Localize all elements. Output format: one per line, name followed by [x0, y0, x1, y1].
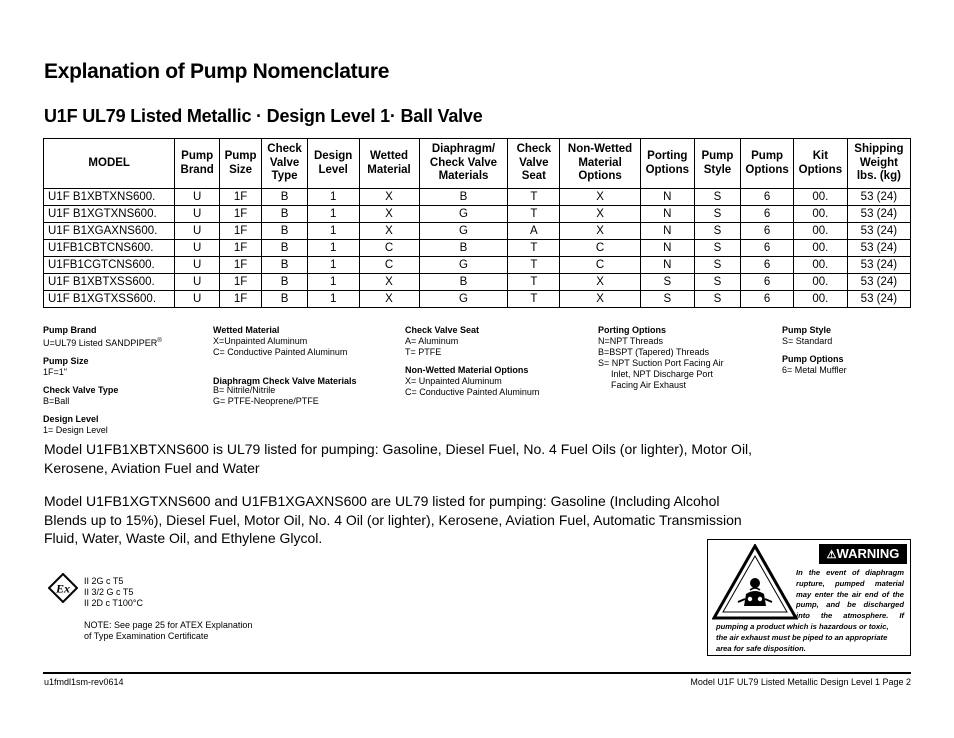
table-cell: 6	[741, 291, 794, 308]
legend-item: 6= Metal Muffler	[782, 365, 847, 375]
table-cell: S	[694, 240, 741, 257]
legend-item: T= PTFE	[405, 347, 442, 357]
footer-divider	[43, 672, 911, 674]
column-header-line: Size	[229, 163, 253, 176]
table-cell: T	[508, 274, 560, 291]
table-cell: 6	[741, 206, 794, 223]
legend-col-4	[598, 325, 724, 391]
model-cell: U1FB1CBTCNS600.	[44, 240, 175, 257]
legend-item: X= Unpainted Aluminum	[405, 376, 502, 386]
column-header-line: Check	[267, 143, 302, 156]
table-cell: B	[262, 189, 308, 206]
table-cell: U	[175, 240, 219, 257]
column-header	[175, 139, 219, 189]
footer-doc-id: u1fmdl1sm-rev0614	[44, 677, 124, 687]
column-header	[419, 139, 508, 189]
hazard-person-icon	[712, 544, 798, 620]
warning-line: pump, and be discharged	[796, 600, 904, 610]
table-cell: B	[262, 223, 308, 240]
column-header-line: Options	[745, 163, 789, 176]
legend-item: C= Conductive Painted Aluminum	[405, 387, 540, 397]
table-cell: S	[640, 274, 694, 291]
table-cell: 1	[307, 189, 359, 206]
column-header-line: Design	[313, 150, 353, 162]
table-cell: 1F	[219, 257, 261, 274]
table-cell: X	[359, 189, 419, 206]
table-cell: 1F	[219, 240, 261, 257]
table-cell: 1	[307, 257, 359, 274]
page-title: Explanation of Pump Nomenclature	[44, 60, 390, 83]
column-header-line: Style	[703, 163, 732, 176]
paragraph-model-2: Model U1FB1XGTXNS600 and U1FB1XGAXNS600 are UL79 listed for pumping: Gasoline (Including Alcohol Blends up to 15%), Diesel Fuel, Motor Oil, No. 4 Oil (or lighter), Kerosene, Aviation Fuel, Automatic Transmission Fluid, Water, Waste Oil, and Ethylene Glycol.	[44, 493, 742, 546]
column-header-line: Porting	[647, 150, 688, 162]
warning-line: pumping a product which is hazardous or toxic,	[716, 622, 889, 631]
atex-line: II 3/2 G c T5	[84, 587, 134, 597]
warning-line: rupture, pumped material	[796, 578, 904, 588]
legend-title: Check Valve Seat	[405, 325, 480, 335]
table-cell: G	[419, 206, 508, 223]
table-cell: 00.	[793, 189, 847, 206]
warning-label-text: WARNING	[836, 546, 900, 561]
table-header-row	[44, 139, 911, 189]
table-cell: B	[419, 189, 508, 206]
legend-title: Pump Brand	[43, 325, 97, 335]
table-cell: S	[640, 291, 694, 308]
table-cell: U	[175, 223, 219, 240]
table-cell: B	[262, 206, 308, 223]
table-cell: T	[508, 257, 560, 274]
column-header-line: Options	[798, 163, 843, 176]
legend-title: Porting Options	[598, 325, 666, 335]
legend-title: Non-Wetted Material Options	[405, 365, 529, 375]
table-cell: 53 (24)	[847, 257, 910, 274]
column-header-line: lbs. (kg)	[856, 170, 901, 183]
column-header-line: Valve	[519, 156, 549, 169]
legend-item: Inlet, NPT Discharge Port	[611, 369, 713, 379]
column-header	[847, 139, 910, 189]
legend-item: N=NPT Threads	[598, 336, 663, 346]
atex-symbol-text: Ex	[55, 581, 71, 596]
atex-info	[84, 576, 252, 642]
column-header-line: Brand	[180, 163, 214, 176]
model-cell: U1F B1XBTXSS600.	[44, 274, 175, 291]
table-cell: 1	[307, 223, 359, 240]
column-header	[508, 139, 560, 189]
table-cell: G	[419, 291, 508, 308]
legend-item: 1F=1"	[43, 367, 67, 377]
column-header	[307, 139, 359, 189]
atex-note: of Type Examination Certificate	[84, 631, 209, 641]
table-cell: B	[419, 240, 508, 257]
table-cell: X	[560, 291, 641, 308]
column-header	[262, 139, 308, 189]
warning-text-full	[716, 622, 906, 654]
warning-box	[707, 539, 911, 656]
table-cell: T	[508, 206, 560, 223]
column-header-line: MODEL	[88, 156, 130, 169]
legend-col-2	[213, 325, 357, 407]
footer-page-info: Model U1F UL79 Listed Metallic Design Level 1 Page 2	[690, 677, 911, 687]
table-cell: 6	[741, 223, 794, 240]
table-cell: X	[560, 223, 641, 240]
legend-col-5	[782, 325, 847, 376]
table-cell: N	[640, 257, 694, 274]
table-cell: B	[262, 257, 308, 274]
table-cell: C	[359, 257, 419, 274]
warning-label	[819, 544, 907, 564]
warning-line: may enter the air end of the	[796, 589, 904, 599]
atex-line: II 2G c T5	[84, 576, 124, 586]
column-header-line: Diaphragm/	[431, 143, 496, 156]
table-cell: 00.	[793, 240, 847, 257]
legend-title: Pump Size	[43, 356, 89, 366]
table-cell: 6	[741, 189, 794, 206]
table-cell: 00.	[793, 257, 847, 274]
model-cell: U1F B1XGTXNS600.	[44, 206, 175, 223]
nomenclature-table	[43, 138, 911, 308]
table-cell: U	[175, 206, 219, 223]
column-header	[359, 139, 419, 189]
legend-title: Pump Options	[782, 354, 844, 364]
column-header-line: Pump	[224, 150, 257, 162]
column-header-line: Pump	[751, 150, 784, 162]
model-cell: U1F B1XBTXNS600.	[44, 189, 175, 206]
table-cell: S	[694, 206, 741, 223]
table-cell: N	[640, 240, 694, 257]
legend-item: C= Conductive Painted Aluminum	[213, 347, 348, 357]
table-cell: U	[175, 189, 219, 206]
legend-item: B=Ball	[43, 396, 70, 406]
table-cell: G	[419, 257, 508, 274]
column-header	[219, 139, 261, 189]
table-cell: 1F	[219, 291, 261, 308]
page-subtitle: U1F UL79 Listed Metallic · Design Level 1· Ball Valve	[44, 106, 483, 126]
table-row	[44, 291, 911, 308]
table-cell: 6	[741, 257, 794, 274]
legend-col-1	[43, 325, 162, 436]
table-cell: S	[694, 223, 741, 240]
table-cell: 1	[307, 291, 359, 308]
table-cell: 00.	[793, 291, 847, 308]
column-header-line: Wetted	[369, 150, 409, 162]
column-header	[560, 139, 641, 189]
table-cell: S	[694, 257, 741, 274]
table-cell: U	[175, 274, 219, 291]
legend-item: U=UL79 Listed SANDPIPER®	[43, 338, 162, 348]
legend-item: B= Nitrile/Nitrile	[213, 385, 276, 395]
atex-note: NOTE: See page 25 for ATEX Explanation	[84, 620, 253, 630]
table-cell: X	[560, 189, 641, 206]
table-cell: B	[262, 291, 308, 308]
model-cell: U1F B1XGAXNS600.	[44, 223, 175, 240]
table-cell: U	[175, 291, 219, 308]
column-header-line: Pump	[181, 150, 214, 162]
column-header-line: Type	[271, 170, 298, 183]
table-cell: 6	[741, 274, 794, 291]
table-cell: 1F	[219, 223, 261, 240]
atex-ex-icon	[48, 573, 78, 603]
legend-title: Design Level	[43, 414, 99, 424]
column-header-line: Options	[645, 163, 690, 176]
column-header	[793, 139, 847, 189]
table-cell: 1	[307, 206, 359, 223]
table-row	[44, 223, 911, 240]
warning-triangle-icon: ⚠	[826, 549, 837, 561]
table-cell: S	[694, 189, 741, 206]
legend-title: Check Valve Type	[43, 385, 119, 395]
table-cell: 53 (24)	[847, 223, 910, 240]
table-cell: X	[359, 291, 419, 308]
legend-item: 1= Design Level	[43, 425, 108, 435]
warning-line: In the event of diaphragm	[796, 568, 904, 577]
table-cell: 00.	[793, 223, 847, 240]
table-cell: C	[359, 240, 419, 257]
table-cell: 00.	[793, 206, 847, 223]
table-cell: 53 (24)	[847, 240, 910, 257]
table-cell: C	[560, 240, 641, 257]
table-row	[44, 274, 911, 291]
column-header	[694, 139, 741, 189]
table-cell: B	[262, 274, 308, 291]
table-cell: 1F	[219, 274, 261, 291]
column-header-line: Check Valve	[429, 156, 498, 169]
table-cell: 00.	[793, 274, 847, 291]
table-cell: N	[640, 206, 694, 223]
table-cell: 1	[307, 240, 359, 257]
column-header-line: Kit	[812, 150, 829, 162]
table-cell: N	[640, 189, 694, 206]
legend-item: S= Standard	[782, 336, 833, 346]
warning-line: into the atmosphere. If	[796, 611, 904, 621]
column-header	[741, 139, 794, 189]
warning-text-narrow	[796, 568, 904, 622]
column-header-line: Material	[367, 163, 411, 176]
table-cell: 6	[741, 240, 794, 257]
column-header-line: Check	[516, 143, 552, 156]
column-header-line: Weight	[859, 156, 898, 169]
column-header	[44, 139, 175, 189]
column-header	[640, 139, 694, 189]
table-cell: 53 (24)	[847, 206, 910, 223]
model-cell: U1F B1XGTXSS600.	[44, 291, 175, 308]
legend-item: Facing Air Exhaust	[611, 380, 687, 390]
table-cell: G	[419, 223, 508, 240]
table-cell: 1F	[219, 189, 261, 206]
table-row	[44, 257, 911, 274]
legend-title: Diaphragm Check Valve Materials	[213, 376, 357, 386]
legend-item: A= Aluminum	[405, 336, 459, 346]
legend-title: Pump Style	[782, 325, 832, 335]
table-cell: A	[508, 223, 560, 240]
legend-item: X=Unpainted Aluminum	[213, 336, 308, 346]
legend-item: S= NPT Suction Port Facing Air	[598, 358, 724, 368]
table-cell: 1	[307, 274, 359, 291]
table-row	[44, 189, 911, 206]
table-cell: 53 (24)	[847, 189, 910, 206]
table-row	[44, 206, 911, 223]
table-cell: X	[560, 206, 641, 223]
table-cell: T	[508, 189, 560, 206]
table-cell: X	[359, 206, 419, 223]
model-cell: U1FB1CGTCNS600.	[44, 257, 175, 274]
table-cell: C	[560, 257, 641, 274]
table-cell: S	[694, 274, 741, 291]
column-header-line: Material	[578, 156, 622, 169]
table-cell: S	[694, 291, 741, 308]
table-cell: N	[640, 223, 694, 240]
table-cell: 1F	[219, 206, 261, 223]
column-header-line: Materials	[438, 170, 489, 183]
table-cell: B	[419, 274, 508, 291]
warning-line: area for safe disposition.	[716, 643, 806, 653]
table-cell: X	[359, 274, 419, 291]
column-header-line: Seat	[521, 170, 546, 183]
table-cell: X	[560, 274, 641, 291]
table-cell: 53 (24)	[847, 274, 910, 291]
column-header-line: Level	[318, 163, 348, 176]
paragraph-model-1: Model U1FB1XBTXNS600 is UL79 listed for pumping: Gasoline, Diesel Fuel, No. 4 Fuel Oils (or lighter), Motor Oil, Kerosene, Aviation Fuel and Water	[44, 441, 753, 476]
column-header-line: Shipping	[854, 143, 904, 156]
table-row	[44, 240, 911, 257]
column-header-line: Non-Wetted	[567, 143, 633, 156]
table-cell: T	[508, 291, 560, 308]
table-cell: B	[262, 240, 308, 257]
column-header-line: Pump	[701, 150, 734, 162]
legend-title: Wetted Material	[213, 325, 280, 335]
legend-col-3	[405, 325, 539, 398]
table-cell: X	[359, 223, 419, 240]
atex-line: II 2D c T100°C	[84, 598, 143, 608]
column-header-line: Options	[578, 170, 622, 183]
legend-item: G= PTFE-Neoprene/PTFE	[213, 396, 319, 406]
table-cell: T	[508, 240, 560, 257]
table-cell: 53 (24)	[847, 291, 910, 308]
warning-line: the air exhaust must be piped to an appropriate	[716, 632, 888, 642]
column-header-line: Valve	[269, 156, 300, 169]
legend-item: B=BSPT (Tapered) Threads	[598, 347, 709, 357]
table-cell: U	[175, 257, 219, 274]
